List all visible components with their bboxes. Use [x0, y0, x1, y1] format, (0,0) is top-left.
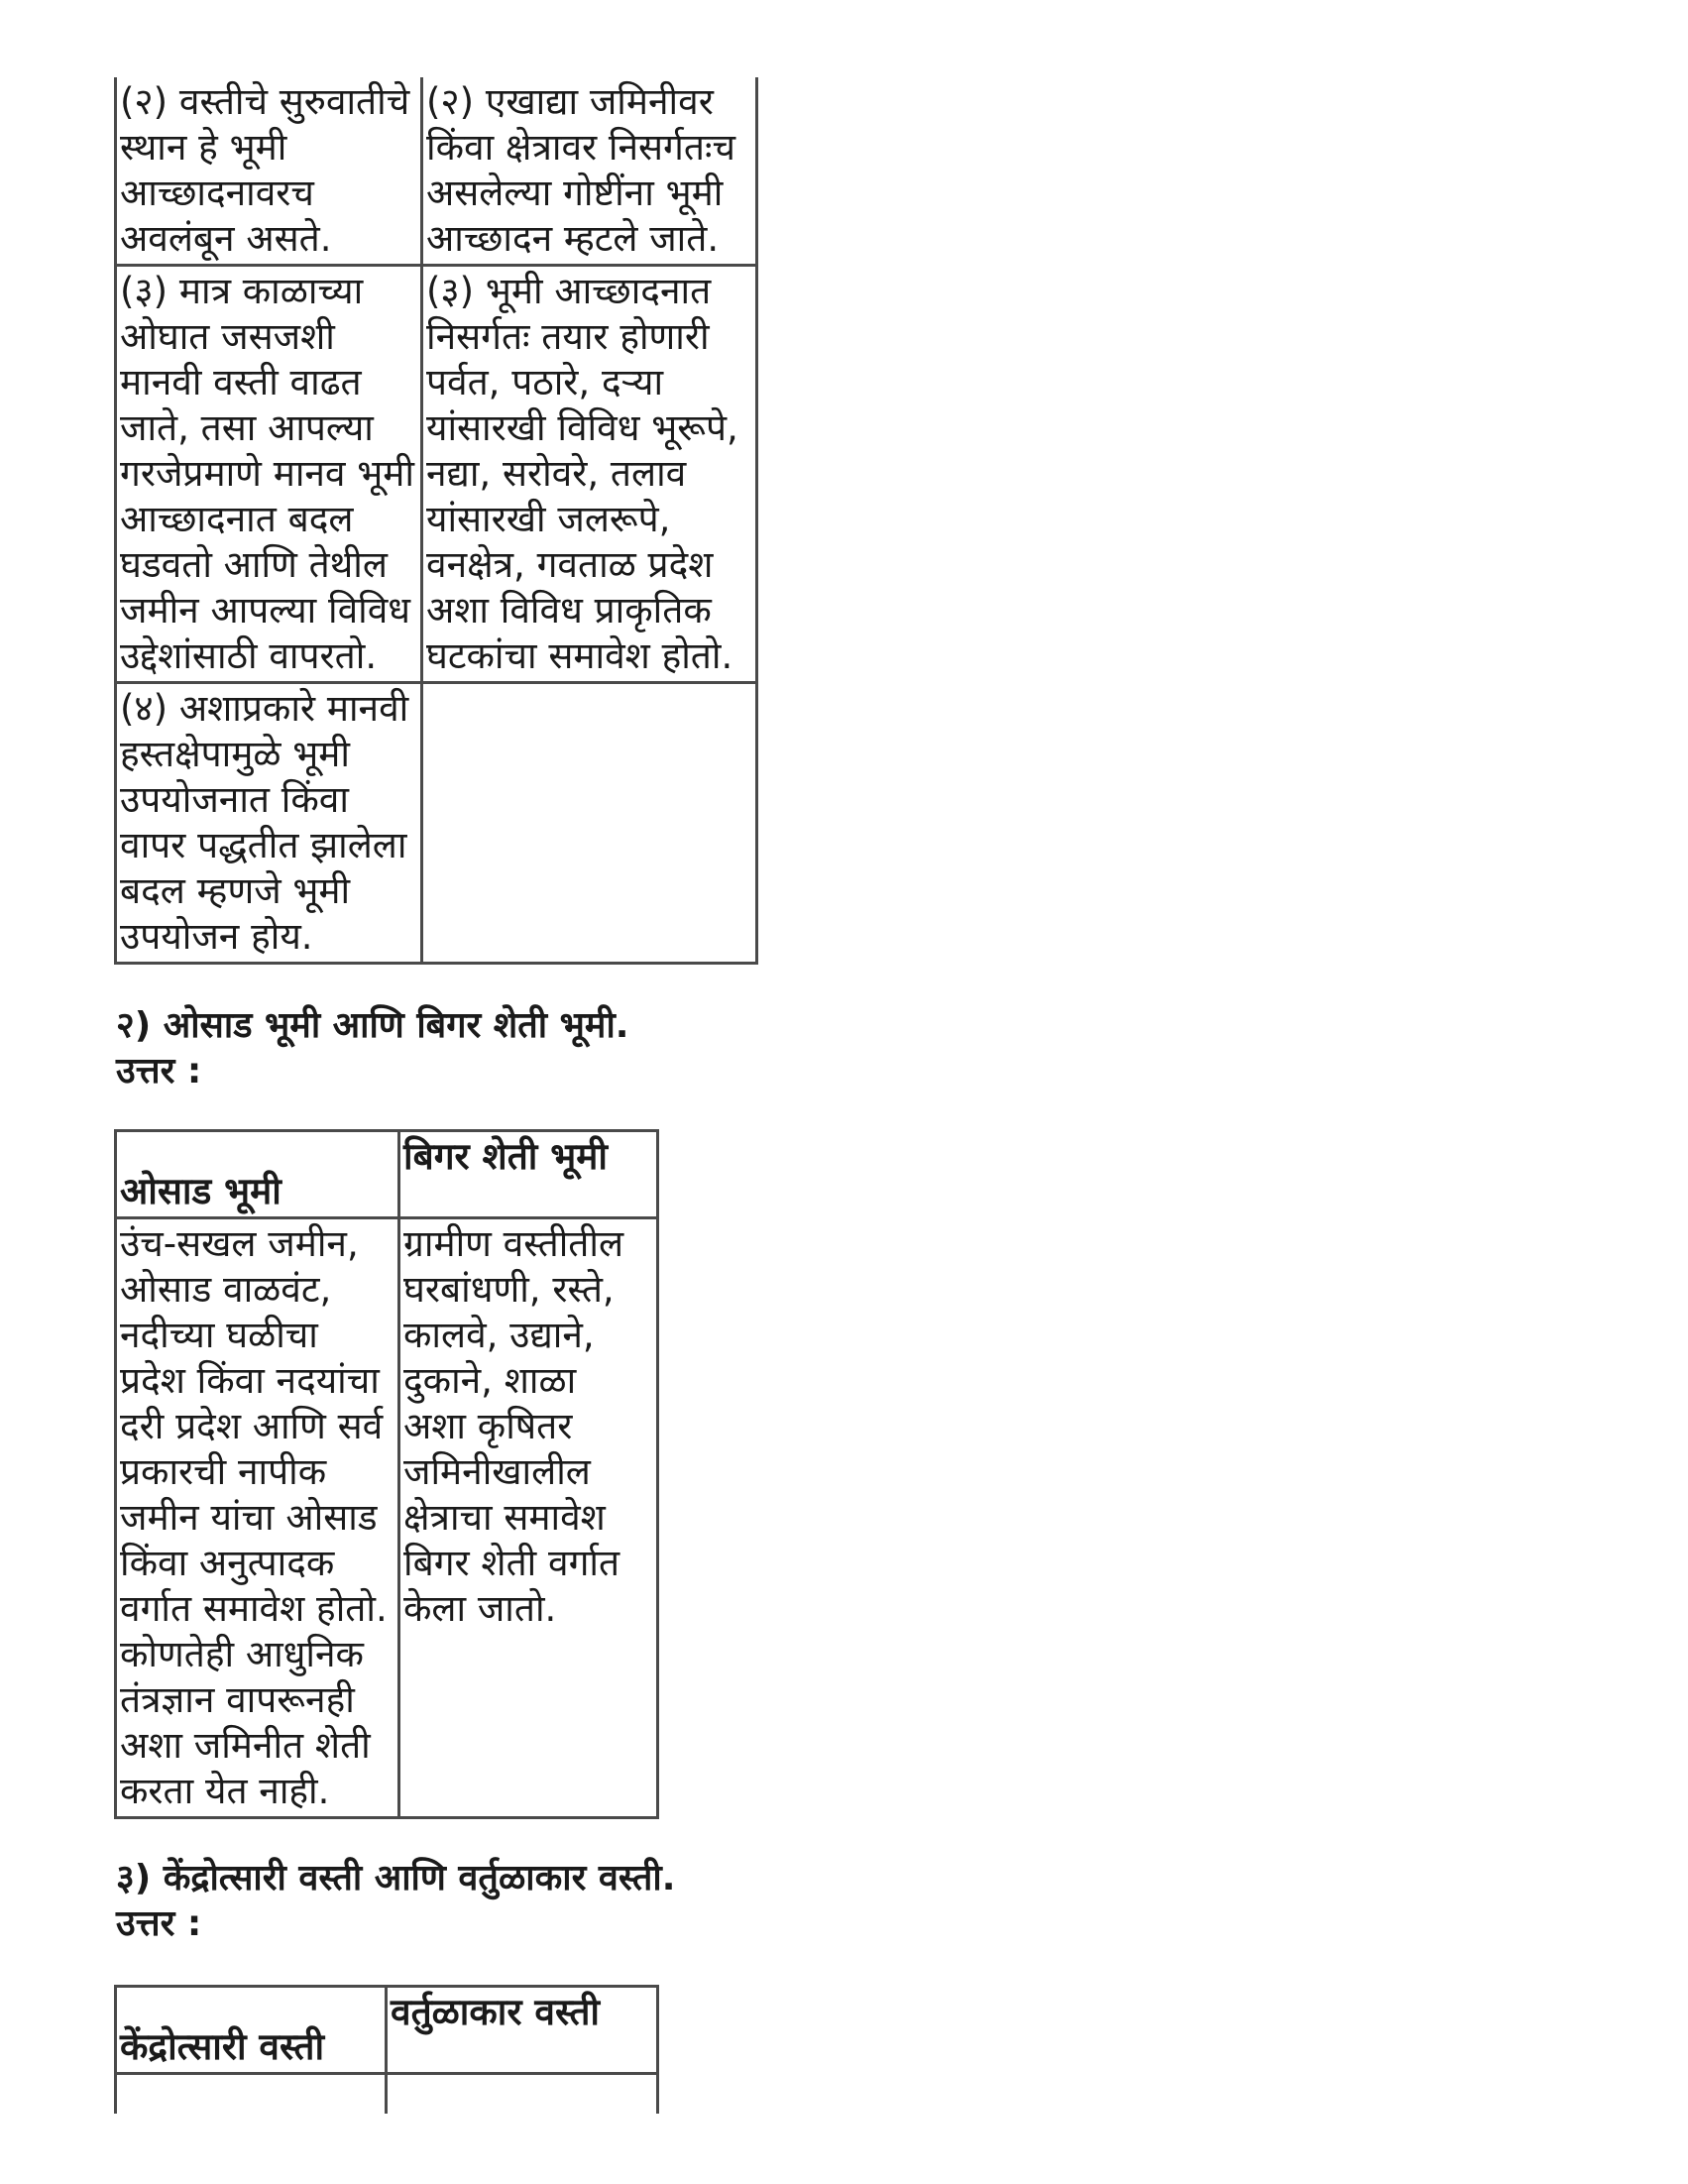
- table-3-cell-right: [387, 2074, 658, 2114]
- cell-text-line: उपयोजनात किंवा: [120, 778, 349, 821]
- cell-text-line: केला जातो.: [403, 1587, 557, 1630]
- cell-text-line: यांसारखी जलरूपे,: [426, 498, 671, 540]
- table-1-row: [116, 77, 757, 266]
- cell-text-line: वापर पद्धतीत झालेला: [120, 824, 407, 866]
- cell-text-line: हस्तक्षेपामुळे भूमी: [120, 733, 350, 775]
- comparison-table-1: [114, 77, 758, 965]
- table-3-cell-left: [116, 2074, 387, 2114]
- cell-text-line: आच्छादन म्हटले जाते.: [426, 217, 720, 260]
- cell-text-line: (४) अशाप्रकारे मानवी: [120, 687, 409, 730]
- cell-text-line: जमिनीखालील: [403, 1450, 591, 1493]
- cell-text-line: (३) भूमी आच्छादनात: [426, 270, 712, 312]
- cell-text-line: जमीन आपल्या विविध: [120, 589, 411, 632]
- cell-text-line: पर्वत, पठारे, दऱ्या: [426, 361, 664, 403]
- table-2-cell-left: [116, 1218, 399, 1818]
- cell-text-line: तंत्रज्ञान वापरूनही: [120, 1678, 355, 1721]
- cell-text-line: क्षेत्राचा समावेश: [403, 1496, 606, 1539]
- question-3-answer-label: उत्तर :: [116, 1903, 202, 1944]
- cell-text-line: कालवे, उद्याने,: [403, 1314, 595, 1356]
- table-1-row: [116, 683, 757, 964]
- cell-text-line: बदल म्हणजे भूमी: [120, 869, 351, 912]
- cell-text-line: ग्रामीण वस्तीतील: [403, 1222, 624, 1265]
- cell-text-line: नदीच्या घळीचा: [120, 1314, 318, 1356]
- cell-text-line: दुकाने, शाळा: [403, 1359, 577, 1402]
- cell-text-line: दरी प्रदेश आणि सर्व: [120, 1405, 384, 1447]
- table-1-cell-right: [422, 77, 757, 266]
- cell-text-line: उद्देशांसाठी वापरतो.: [120, 634, 378, 677]
- table-3-header-row: [116, 1987, 658, 2074]
- cell-text-line: अशा कृषितर: [403, 1405, 573, 1447]
- question-3-heading: [116, 1856, 675, 1947]
- cell-text-line: आच्छादनावरच: [120, 172, 314, 214]
- cell-text-line: घडवतो आणि तेथील: [120, 543, 388, 586]
- question-2-answer-label: उत्तर :: [116, 1051, 202, 1092]
- cell-text-line: गरजेप्रमाणे मानव भूमी: [120, 452, 414, 495]
- cell-text-line: बिगर शेती वर्गात: [403, 1542, 620, 1584]
- table-3-header-right: वर्तुळाकार वस्ती: [387, 1987, 658, 2074]
- cell-text-line: कोणतेही आधुनिक: [120, 1633, 364, 1675]
- cell-text-line: प्रकारची नापीक: [120, 1450, 327, 1493]
- question-3-text: ३) केंद्रोत्सारी वस्ती आणि वर्तुळाकार वस्ती.: [116, 1858, 676, 1898]
- table-1-cell-left: [116, 683, 422, 964]
- cell-text-line: करता येत नाही.: [120, 1770, 330, 1812]
- table-1-cell-left: [116, 77, 422, 266]
- question-2-heading: [116, 1003, 628, 1094]
- table-1-cell-right: [422, 683, 757, 964]
- cell-text-line: प्रदेश किंवा नदयांचा: [120, 1359, 380, 1402]
- comparison-table-2: [114, 1129, 659, 1819]
- cell-text-line: वनक्षेत्र, गवताळ प्रदेश: [426, 543, 714, 586]
- table-2-cell-right: [399, 1218, 658, 1818]
- cell-text-line: नद्या, सरोवरे, तलाव: [426, 452, 687, 495]
- cell-text-line: वर्गात समावेश होतो.: [120, 1587, 388, 1630]
- cell-text-line: असलेल्या गोष्टींना भूमी: [426, 172, 724, 214]
- cell-text-line: ओघात जसजशी: [120, 315, 335, 358]
- cell-text-line: निसर्गतः तयार होणारी: [426, 315, 710, 358]
- cell-text-line: किंवा क्षेत्रावर निसर्गतःच: [426, 126, 735, 169]
- comparison-table-3: [114, 1985, 659, 2114]
- cell-text-line: अशा जमिनीत शेती: [120, 1724, 371, 1767]
- cell-text-line: स्थान हे भूमी: [120, 126, 287, 169]
- question-2-text: २) ओसाड भूमी आणि बिगर शेती भूमी.: [116, 1005, 629, 1046]
- table-1-row: [116, 266, 757, 683]
- table-1-body: [116, 77, 757, 964]
- cell-text-line: ओसाड वाळवंट,: [120, 1268, 332, 1311]
- cell-text-line: जाते, तसा आपल्या: [120, 406, 374, 449]
- cell-text-line: घरबांधणी, रस्ते,: [403, 1268, 615, 1311]
- cell-text-line: यांसारखी विविध भूरूपे,: [426, 406, 738, 449]
- table-3-row: [116, 2074, 658, 2114]
- cell-text-line: (२) वस्तीचे सुरुवातीचे: [120, 80, 410, 123]
- table-1-cell-left: [116, 266, 422, 683]
- cell-text-line: आच्छादनात बदल: [120, 498, 354, 540]
- cell-text-line: किंवा अनुत्पादक: [120, 1542, 335, 1584]
- cell-text-line: (३) मात्र काळाच्या: [120, 270, 364, 312]
- cell-text-line: उपयोजन होय.: [120, 915, 313, 958]
- cell-text-line: मानवी वस्ती वाढत: [120, 361, 362, 403]
- cell-text-line: घटकांचा समावेश होतो.: [426, 634, 733, 677]
- table-2-row: [116, 1218, 658, 1818]
- cell-text-line: अवलंबून असते.: [120, 217, 332, 260]
- cell-text-line: जमीन यांचा ओसाड: [120, 1496, 378, 1539]
- cell-text-line: अशा विविध प्राकृतिक: [426, 589, 712, 632]
- table-2-header-left: ओसाड भूमी: [116, 1131, 399, 1218]
- table-2-header-row: [116, 1131, 658, 1218]
- cell-text-line: (२) एखाद्या जमिनीवर: [426, 80, 714, 123]
- table-1-cell-right: [422, 266, 757, 683]
- table-3-header-left: केंद्रोत्सारी वस्ती: [116, 1987, 387, 2074]
- cell-text-line: उंच-सखल जमीन,: [120, 1222, 359, 1265]
- table-2-header-right: बिगर शेती भूमी: [399, 1131, 658, 1218]
